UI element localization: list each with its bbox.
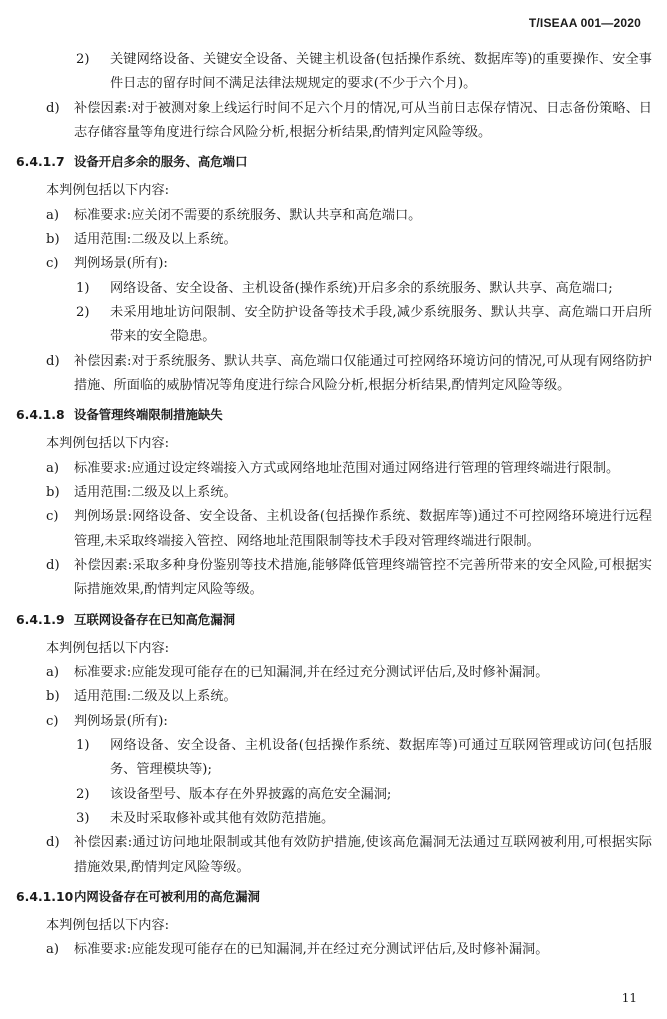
list-marker: b) <box>46 485 60 501</box>
document-code-header: T/ISEAA 001—2020 <box>528 16 641 30</box>
list-item-text: 补偿因素:对于被测对象上线运行时间不足六个月的情况,可从当前日志保存情况、日志备份策略、日志存储容量等角度进行综合风险分析,根据分析结果,酌情判定风险等级。 <box>74 100 652 140</box>
list-item-text: 判例场景:网络设备、安全设备、主机设备(包括操作系统、数据库等)通过不可控网络环境进行远程管理,未采取终端接入管控、网络地址范围限制等技术手段对管理终端进行限制。 <box>74 509 652 549</box>
sub-list-item <box>16 783 652 807</box>
list-item <box>16 938 652 962</box>
list-marker: a) <box>46 207 60 223</box>
list-item-text: 标准要求:应能发现可能存在的已知漏洞,并在经过充分测试评估后,及时修补漏洞。 <box>74 942 549 958</box>
section-heading <box>16 885 652 909</box>
list-item-text: 标准要求:应关闭不需要的系统服务、默认共享和高危端口。 <box>74 207 422 223</box>
list-item <box>16 350 652 399</box>
list-item-text: 适用范围:二级及以上系统。 <box>74 689 237 705</box>
sub-list-item <box>16 807 652 831</box>
section-title: 设备开启多余的服务、高危端口 <box>74 154 248 170</box>
list-marker: d) <box>46 557 60 573</box>
list-item <box>16 481 652 505</box>
list-item-text: 判例场景(所有): <box>74 256 168 272</box>
intro-paragraph: 本判例包括以下内容: <box>46 436 170 452</box>
list-item <box>16 710 652 734</box>
section-number: 6.4.1.7 <box>16 154 65 170</box>
list-item-text: 补偿因素:对于系统服务、默认共享、高危端口仅能通过可控网络环境访问的情况,可从现有网络防护措施、所面临的威胁情况等角度进行综合风险分析,根据分析结果,酌情判定风险等级。 <box>74 353 652 393</box>
list-item-text: 该设备型号、版本存在外界披露的高危安全漏洞; <box>110 786 392 802</box>
list-marker: a) <box>46 942 60 958</box>
intro-paragraph: 本判例包括以下内容: <box>46 918 170 934</box>
list-marker: d) <box>46 353 60 369</box>
list-item-text: 适用范围:二级及以上系统。 <box>74 232 237 248</box>
list-item-text: 网络设备、安全设备、主机设备(包括操作系统、数据库等)可通过互联网管理或访问(包括服务、管理模块等); <box>110 738 652 778</box>
list-item <box>16 831 652 880</box>
sub-list-item <box>16 734 652 783</box>
intro-paragraph: 本判例包括以下内容: <box>46 183 170 199</box>
section-title: 互联网设备存在已知高危漏洞 <box>74 611 236 627</box>
list-item-text: 标准要求:应能发现可能存在的已知漏洞,并在经过充分测试评估后,及时修补漏洞。 <box>74 665 549 681</box>
list-marker: 1) <box>76 738 90 754</box>
list-item <box>16 505 652 554</box>
list-marker: b) <box>46 689 60 705</box>
list-item <box>16 457 652 481</box>
intro-paragraph: 本判例包括以下内容: <box>46 640 170 656</box>
section-heading <box>16 608 652 632</box>
list-item-text: 补偿因素:通过访问地址限制或其他有效防护措施,使该高危漏洞无法通过互联网被利用,可根据实际措施效果,酌情判定风险等级。 <box>74 835 652 875</box>
list-item <box>16 252 652 276</box>
list-item <box>16 204 652 228</box>
list-item-text: 未采用地址访问限制、安全防护设备等技术手段,减少系统服务、默认共享、高危端口开启所带来的安全隐患。 <box>110 304 652 345</box>
list-item-text: 补偿因素:采取多种身份鉴别等技术措施,能够降低管理终端管控不完善所带来的安全风险,可根据实际措施效果,酌情判定风险等级。 <box>74 557 652 598</box>
page-number: 11 <box>621 991 637 1005</box>
list-marker: 1) <box>76 280 90 296</box>
list-marker: 2) <box>76 52 90 67</box>
list-marker: 3) <box>76 810 90 826</box>
list-marker: b) <box>46 232 60 248</box>
list-item-text: 关键网络设备、关键安全设备、关键主机设备(包括操作系统、数据库等)的重要操作、安全事件日志的留存时间不满足法律法规规定的要求(不少于六个月)。 <box>110 52 652 92</box>
list-marker: a) <box>46 460 60 476</box>
list-marker: c) <box>46 509 59 525</box>
sub-list-item <box>16 277 652 301</box>
list-item <box>16 97 652 146</box>
section-heading <box>16 150 652 174</box>
list-item-text: 适用范围:二级及以上系统。 <box>74 485 237 501</box>
list-item <box>16 228 652 252</box>
section-number: 6.4.1.8 <box>16 407 65 423</box>
list-item-text: 标准要求:应通过设定终端接入方式或网络地址范围对通过网络进行管理的管理终端进行限制。 <box>74 460 620 476</box>
section-title: 内网设备存在可被利用的高危漏洞 <box>74 888 260 904</box>
list-marker: 2) <box>76 786 90 802</box>
list-marker: 2) <box>76 304 90 320</box>
list-item <box>16 661 652 685</box>
list-marker: d) <box>46 100 60 116</box>
list-item-text: 未及时采取修补或其他有效防范措施。 <box>110 810 335 826</box>
section-title: 设备管理终端限制措施缺失 <box>74 407 223 423</box>
section-heading <box>16 403 652 427</box>
section-number: 6.4.1.9 <box>16 611 65 627</box>
list-item <box>16 685 652 709</box>
list-item-text: 网络设备、安全设备、主机设备(操作系统)开启多余的系统服务、默认共享、高危端口; <box>110 280 613 296</box>
sub-list-item <box>16 301 652 350</box>
list-marker: c) <box>46 713 59 729</box>
list-item <box>16 554 652 603</box>
section-number: 6.4.1.10 <box>16 888 74 904</box>
list-marker: c) <box>46 256 59 272</box>
list-marker: a) <box>46 665 60 681</box>
list-marker: d) <box>46 835 60 851</box>
list-item-text: 判例场景(所有): <box>74 713 168 729</box>
document-body <box>16 48 652 963</box>
sub-list-item <box>16 48 652 97</box>
